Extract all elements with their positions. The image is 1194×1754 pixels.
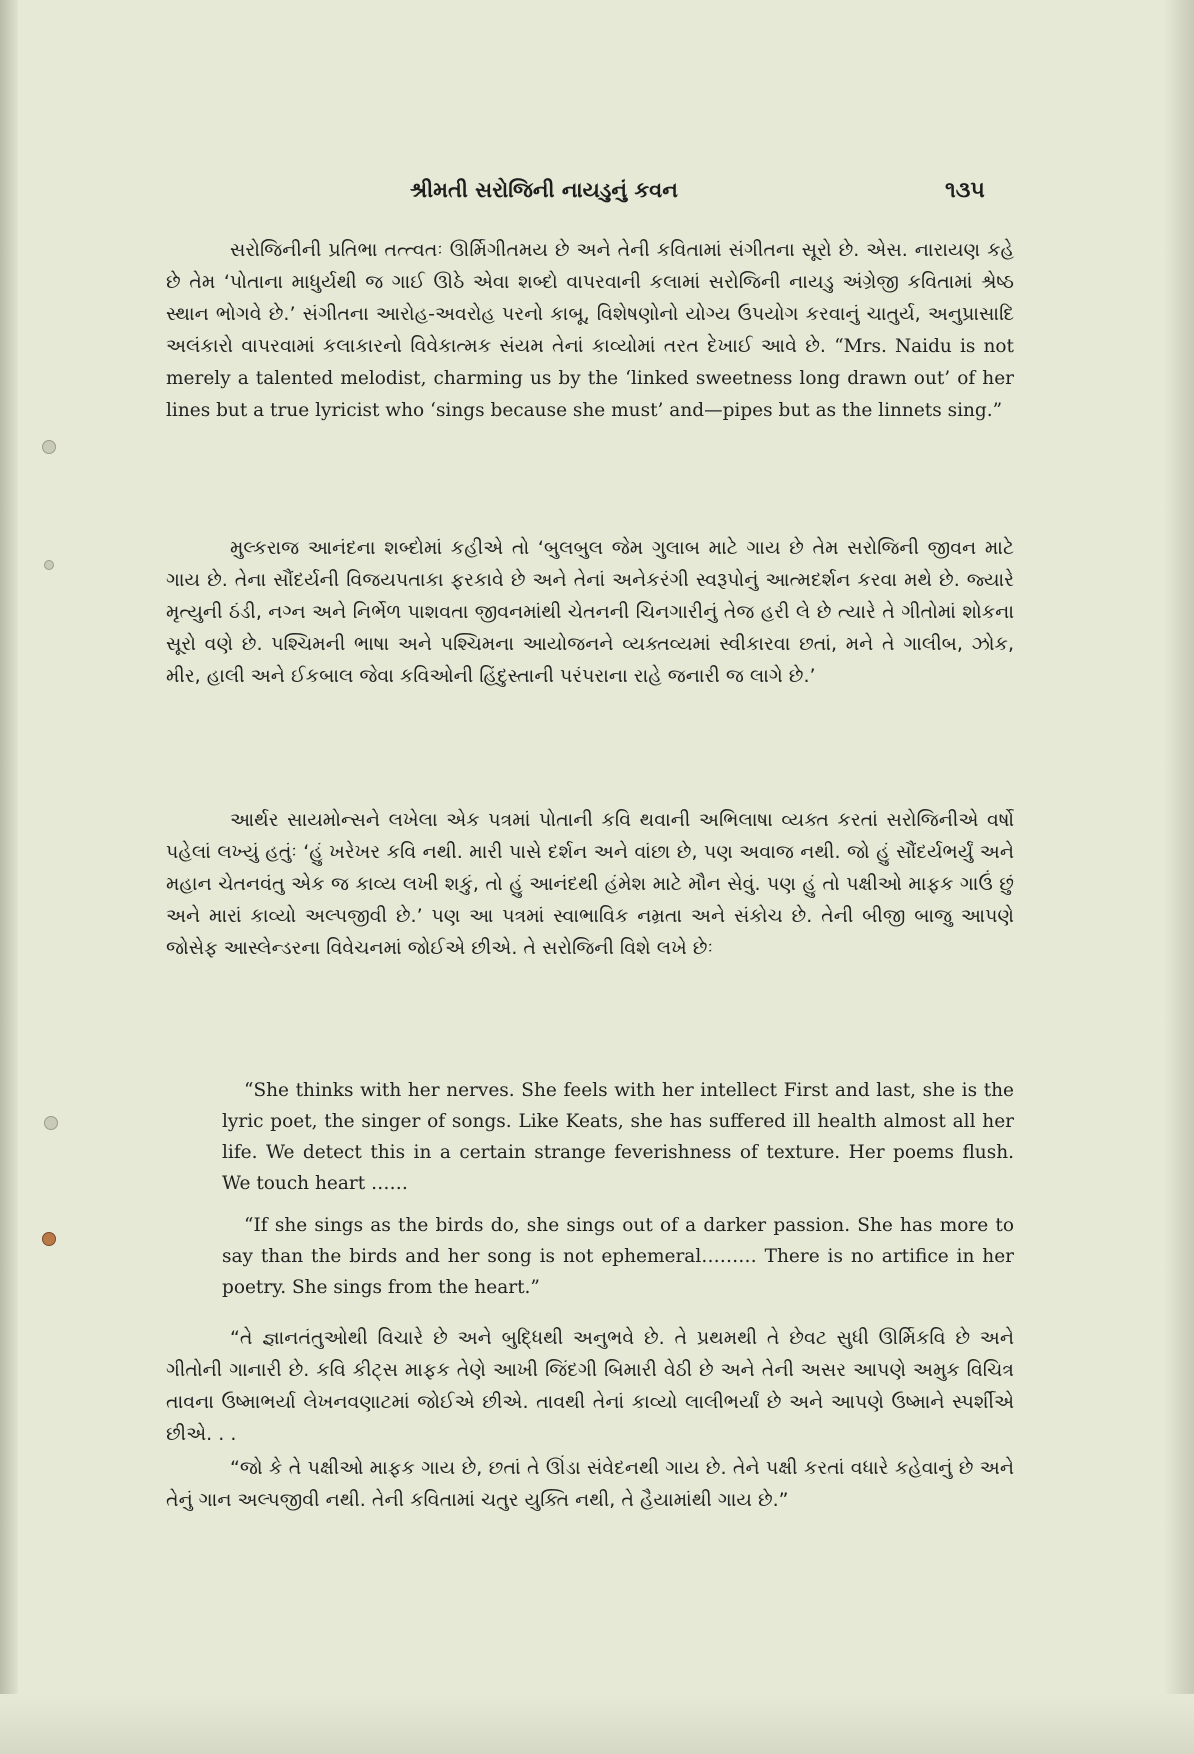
translation-1: “તે જ્ઞાનતંતુઓથી વિચારે છે અને બુદ્ધિથી અનુભવે છે. તે પ્રથમથી તે છેવટ સુધી ઊર્મિકવિ છે અને ગીતોની ગાનારી છે. કવિ કીટ્સ માફક તેણે આખી જિંદગી બિમારી વેઠી છે અને તેની અસર આપણે અમુક વિચિત્ર તાવના ઉષ્માભર્યા લેખનવણાટમાં જોઈએ છીએ. તાવથી તેનાં કાવ્યો લાલીભર્યાં છે અને આપણે ઉષ્માને સ્પર્શીએ છીએ. . . (166, 1327, 1014, 1445)
binding-hole (44, 560, 54, 570)
paragraph-1-gujarati: સરોજિનીની પ્રતિભા તત્ત્વતઃ ઊર્મિગીતમય છે અને તેની કવિતામાં સંગીતના સૂરો છે. એસ. નારાયણ કહે છે તેમ ‘પોતાના માધુર્યથી જ ગાઈ ઊઠે એવા શબ્દો વાપરવાની કલામાં સરોજિની નાયડુ અંગ્રેજી કવિતામાં શ્રેષ્ઠ સ્થાન ભોગવે છે.’ સંગીતના આરોહ-અવરોહ પરનો કાબૂ, વિશેષણોનો યોગ્ય ઉપયોગ કરવાનું ચાતુર્ય, અનુપ્રાસાદિ અલંકારો વાપરવામાં કલાકારનો વિવેકાત્મક સંયમ તેનાં કાવ્યોમાં તરત દેખાઈ આવે છે. (166, 239, 1014, 357)
running-title: શ્રીમતી સરોજિની નાયડુનું કવન (410, 178, 678, 202)
page-left-edge (0, 0, 18, 1754)
binding-hole (44, 1116, 58, 1130)
page-bottom-edge (0, 1694, 1194, 1754)
translation-2: “જો કે તે પક્ષીઓ માફક ગાય છે, છતાં તે ઊંડા સંવેદનથી ગાય છે. તેને પક્ષી કરતાં વધારે કહેવાનું છે અને તેનું ગાન અલ્પજીવી નથી. તેની કવિતામાં ચતુર યુક્તિ નથી, તે હૈયામાંથી ગાય છે.” (166, 1457, 1014, 1511)
paragraph-3: આર્થર સાયમોન્સને લખેલા એક પત્રમાં પોતાની કવિ થવાની અભિલાષા વ્યક્ત કરતાં સરોજિનીએ વર્ષો પહેલાં લખ્યું હતુંઃ ‘હું ખરેખર કવિ નથી. મારી પાસે દર્શન અને વાંછા છે, પણ અવાજ નથી. જો હું સૌંદર્યભર્યું અને મહાન ચેતનવંતુ એક જ કાવ્ય લખી શકું, તો હું આનંદથી હંમેશ માટે મૌન સેવું. પણ હું તો પક્ષીઓ માફક ગાઉં છું અને મારાં કાવ્યો અલ્પજીવી છે.’ પણ આ પત્રમાં સ્વાભાવિક નમ્રતા અને સંકોચ છે. તેની બીજી બાજુ આપણે જોસેફ આસ્લેન્ડરના વિવેચનમાં જોઈએ છીએ. તે સરોજિની વિશે લખે છેઃ (166, 809, 1014, 959)
binding-hole (42, 440, 56, 454)
page-right-edge (1164, 0, 1194, 1754)
page-number: ૧૩૫ (945, 178, 985, 203)
paragraph-2: મુલ્કરાજ આનંદના શબ્દોમાં કહીએ તો ‘બુલબુલ જેમ ગુલાબ માટે ગાય છે તેમ સરોજિની જીવન માટે ગાય છે. તેના સૌંદર્યની વિજયપતાકા ફરકાવે છે અને તેનાં અનેકરંગી સ્વરૂપોનું આત્મદર્શન કરવા મથે છે. જ્યારે મૃત્યુની ઠંડી, નગ્ન અને નિર્ભેળ પાશવતા જીવનમાંથી ચેતનની ચિનગારીનું તેજ હરી લે છે ત્યારે તે ગીતોમાં શોકના સૂરો વણે છે. પશ્ચિમની ભાષા અને પશ્ચિમના આયોજનને વ્યક્તવ્યમાં સ્વીકારવા છતાં, મને તે ગાલીબ, ઝોક, મીર, હાલી અને ઈકબાલ જેવા કવિઓની હિંદુસ્તાની પરંપરાના રાહે જનારી જ લાગે છે.’ (166, 537, 1014, 687)
paragraph-1 (166, 234, 1014, 426)
english-quote-2: “If she sings as the birds do, she sings out of a darker passion. She has more to say than the birds and her song is not ephemeral……… There is no artifice in her poetry. She sings from the heart.” (222, 1215, 1014, 1298)
english-quote-1: “She thinks with her nerves. She feels with her intellect First and last, she is the lyric poet, the singer of songs. Like Keats, she has suffered ill health almost all her life. We detect this in a certain strange feverishness of texture. Her poems flush. We touch heart …… (222, 1080, 1014, 1194)
rust-stain (42, 1232, 56, 1246)
paragraph-1-english-quote: “Mrs. Naidu is not merely a talented melodist, charming us by the ‘linked sweetness long drawn out’ of her lines but a true lyricist who ‘sings because she must’ and—pipes but as the linnets sing.” (166, 336, 1014, 421)
